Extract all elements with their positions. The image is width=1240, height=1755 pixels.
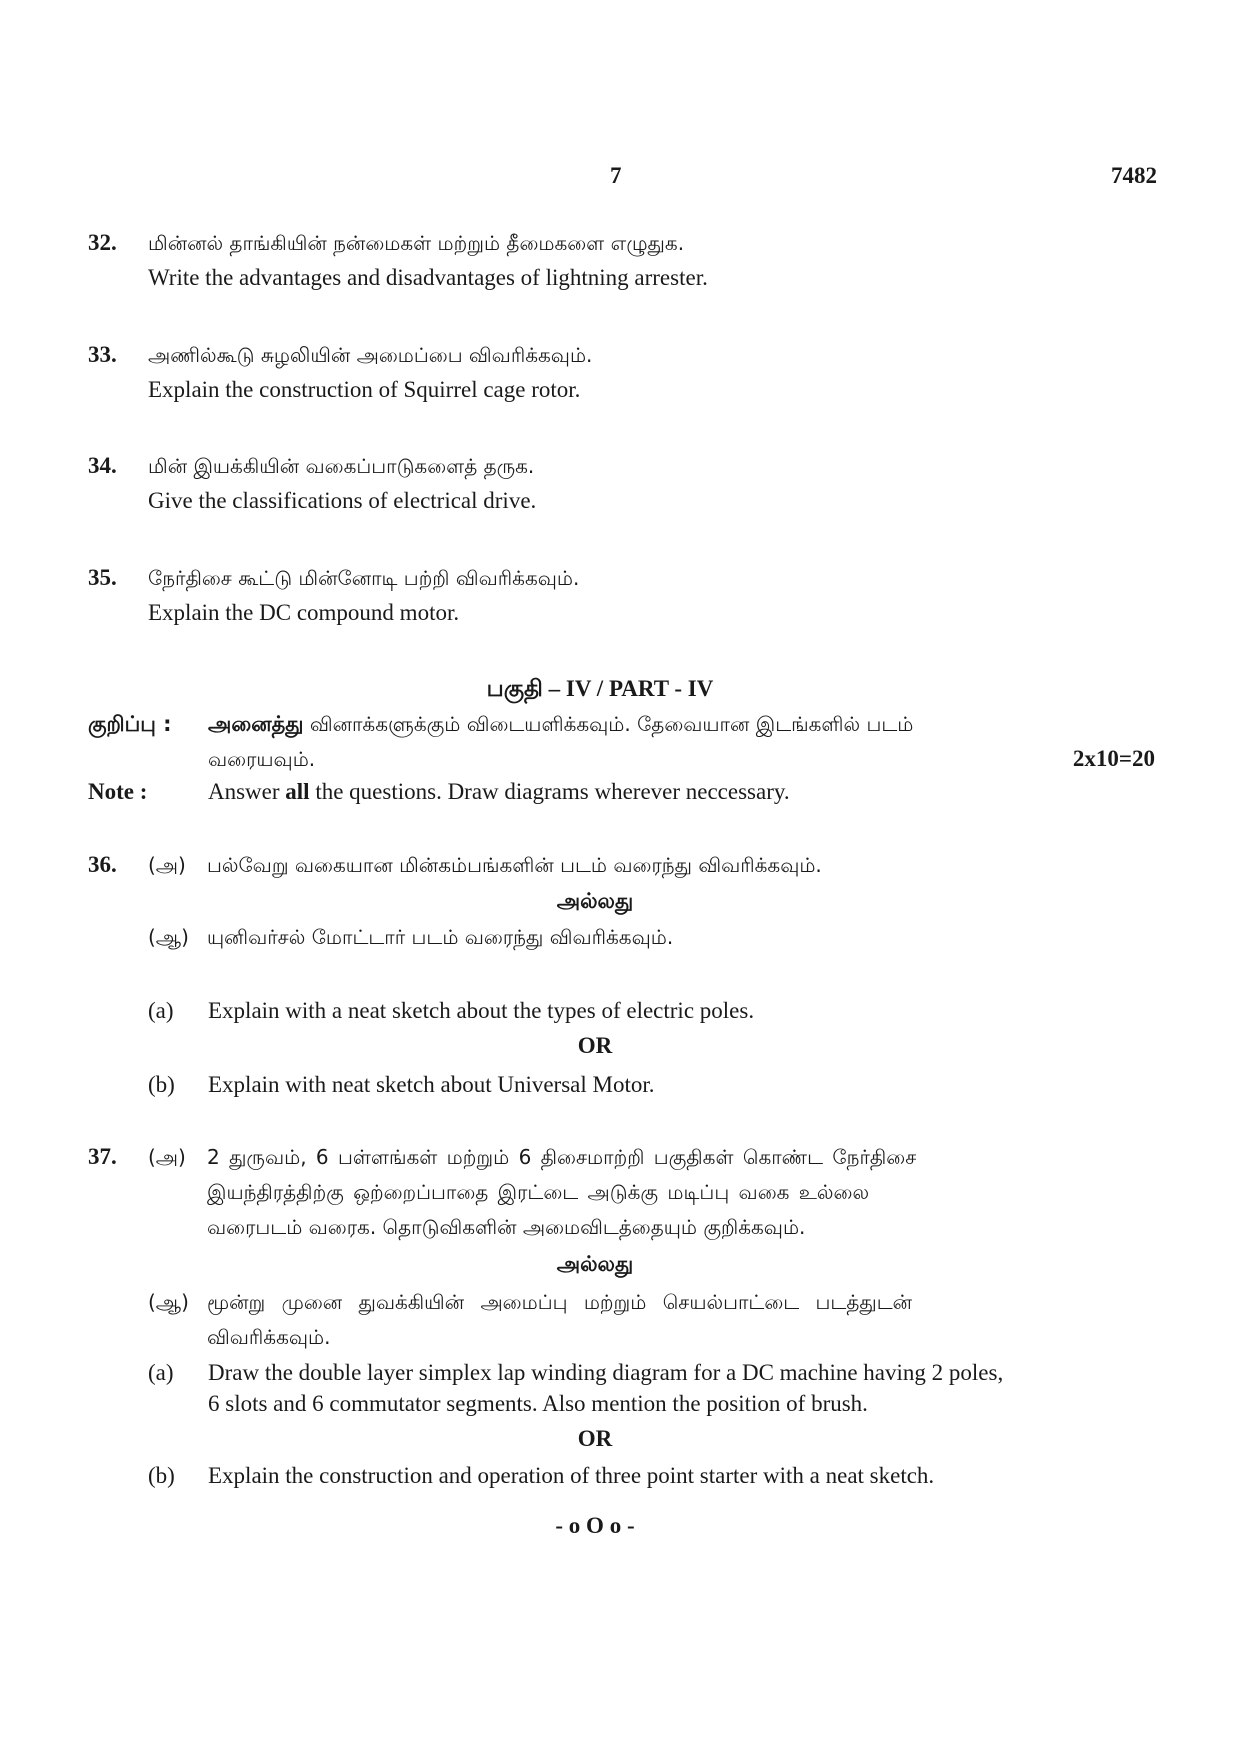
option-tamil-b: யுனிவர்சல் மோட்டார் படம் வரைந்து விவரிக்கவும்.: [207, 925, 674, 949]
option-label-tamil-a: (அ): [148, 1145, 186, 1169]
paper-code: 7482: [1111, 163, 1157, 188]
question-tamil: அணில்கூடு சுழலியின் அமைப்பை விவரிக்கவும்.: [148, 343, 593, 367]
or-tamil: அல்லது: [556, 889, 634, 913]
or-tamil: அல்லது: [556, 1252, 634, 1276]
option-label-tamil-b: (ஆ): [148, 1290, 189, 1314]
option-tamil-a-line1: 2 துருவம், 6 பள்ளங்கள் மற்றும் 6 திசைமாற்றி பகுதிகள் கொண்ட நேர்திசை: [207, 1145, 917, 1169]
option-english-b: Explain the construction and operation of three point starter with a neat sketch.: [208, 1463, 935, 1488]
option-tamil-a: பல்வேறு வகையான மின்கம்பங்களின் படம் வரைந்து விவரிக்கவும்.: [207, 853, 822, 877]
option-label-b: (b): [148, 1072, 175, 1097]
option-tamil-b-line1: மூன்று முனை துவக்கியின் அமைப்பு மற்றும் செயல்பாட்டை படத்துடன்: [207, 1290, 913, 1314]
question-english: Explain the construction of Squirrel cage rotor.: [148, 377, 581, 402]
option-english-a: Explain with a neat sketch about the types of electric poles.: [208, 998, 755, 1023]
option-label-tamil-a: (அ): [148, 853, 186, 877]
note-tamil-line1: [208, 712, 913, 739]
question-tamil: மின் இயக்கியின் வகைப்பாடுகளைத் தருக.: [148, 454, 535, 478]
note-tamil-text: வினாக்களுக்கும் விடையளிக்கவும். தேவையான இடங்களில் படம்: [309, 712, 914, 736]
question-tamil: மின்னல் தாங்கியின் நன்மைகள் மற்றும் தீமைகளை எழுதுக.: [148, 231, 685, 255]
end-mark: - o O o -: [555, 1513, 635, 1538]
page-number: 7: [610, 163, 622, 188]
question-number: 34.: [88, 453, 117, 478]
question-english: Explain the DC compound motor.: [148, 600, 460, 625]
option-label-a: (a): [148, 1360, 174, 1385]
note-tamil-emphasis: அனைத்து: [208, 712, 304, 736]
or-english: OR: [577, 1033, 613, 1058]
or-english: OR: [577, 1426, 613, 1451]
question-english: Give the classifications of electrical drive.: [148, 488, 537, 513]
question-tamil: நேர்திசை கூட்டு மின்னோடி பற்றி விவரிக்கவும்.: [148, 566, 580, 590]
option-english-a-line1: Draw the double layer simplex lap winding diagram for a DC machine having 2 poles,: [208, 1360, 1004, 1385]
note-english: [208, 779, 790, 805]
option-label-tamil-b: (ஆ): [148, 925, 189, 949]
question-number: 32.: [88, 230, 117, 255]
note-label-english: Note :: [88, 779, 148, 804]
option-tamil-a-line3: வரைபடம் வரைக. தொடுவிகளின் அமைவிடத்தையும் குறிக்கவும்.: [207, 1215, 806, 1239]
marks: 2x10=20: [1072, 746, 1155, 771]
question-number: 36.: [88, 852, 117, 877]
note-english-pre: Answer: [208, 779, 280, 804]
option-english-b: Explain with neat sketch about Universal Motor.: [208, 1072, 655, 1097]
option-tamil-b-line2: விவரிக்கவும்.: [207, 1325, 331, 1349]
question-number: 35.: [88, 565, 117, 590]
option-label-b: (b): [148, 1463, 175, 1488]
note-english-post: the questions. Draw diagrams wherever neccessary.: [315, 779, 790, 804]
option-label-a: (a): [148, 998, 174, 1023]
question-number: 37.: [88, 1144, 117, 1169]
question-english: Write the advantages and disadvantages of lightning arrester.: [148, 265, 708, 290]
question-number: 33.: [88, 342, 117, 367]
note-label-tamil: குறிப்பு :: [88, 712, 172, 736]
part-heading: பகுதி – IV / PART - IV: [486, 676, 714, 701]
note-english-emphasis: all: [285, 779, 310, 804]
option-tamil-a-line2: இயந்திரத்திற்கு ஒற்றைப்பாதை இரட்டை அடுக்கு மடிப்பு வகை உல்லை: [207, 1180, 870, 1204]
option-english-a-line2: 6 slots and 6 commutator segments. Also mention the position of brush.: [208, 1391, 868, 1416]
note-tamil-line2: வரையவும்.: [208, 747, 316, 771]
